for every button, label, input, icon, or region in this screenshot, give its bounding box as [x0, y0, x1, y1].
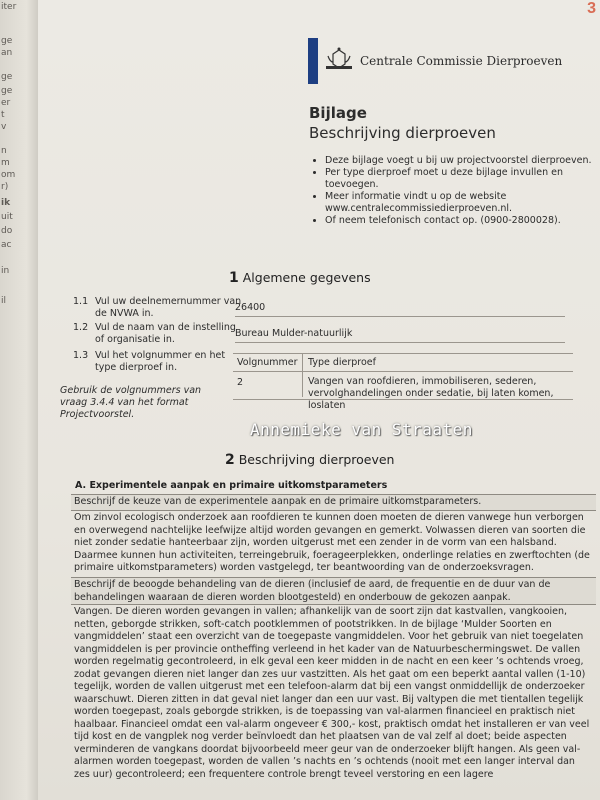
edge-fragment: ge — [1, 36, 13, 46]
edge-fragment: do — [1, 226, 13, 236]
question-1-2 — [73, 322, 248, 352]
intro-bullet: • Deze bijlage voegt u bij uw projectvoorstel dierproeven. — [325, 155, 596, 167]
edge-fragment: om — [1, 170, 16, 180]
section-2-heading — [225, 452, 394, 468]
edge-fragment: r) — [1, 182, 9, 192]
header — [308, 38, 562, 84]
answer-behandeling[interactable]: Vangen. De dieren worden gevangen in vallen; afhankelijk van de soort zijn dat kastvallen, vangkooien, netten, geborgde strikken, soft-catch pootklemmen of pootstrikken. In de bijlage ‘Mulder Soorten en vangmiddelen’ staat een overzicht van de toegepaste vangmiddelen. Voor het gebruik van niet toegelaten vangmiddelen is per provincie ontheffing verleend in het kader van de Natuurbeschermingswet. De vallen worden regelmatig gecontroleerd, in elk geval een keer midden in de nacht en een keer ’s ochtends vroeg, zodat gevangen dieren niet langer dan zes uur vastzitten. Als het gaat om een beperkt aantal vallen (1-10) tegelijk, worden de vallen uitgerust met een telefoon-alarm dat bij een vangst onmiddellijk de onderzoeker waarschuwt. Dieren zitten in dat geval niet langer dan een uur vast. Bij valtypen die met tientallen tegelijk worden toegepast, zoals geborgde strikken, is de toepassing van val-alarmen financieel en praktisch niet haalbaar. Financieel omdat een val-alarm ongeveer € 300,- kost, praktisch omdat het installeren er van veel tijd kost en de vangplek nog verder beïnvloedt dan het plaatsen van de val zelf al doet; beide aspecten verminderen de vangkans doordat bijvoorbeeld meer geur van de onderzoeker blijft hangen. Als geen val-alarmen worden toegepast, worden de vallen ’s nachts en ’s ochtends (nooit met een langer interval dan zes uur) gecontroleerd; een frequentere controle brengt teveel verstoring en een lagere — [71, 604, 596, 800]
question-1-3 — [73, 350, 248, 380]
table-cell-volgnummer[interactable]: 2 — [237, 377, 244, 388]
subsection-a-heading: A. Experimentele aanpak en primaire uitkomstparameters — [75, 480, 388, 491]
prompt-behandeling: Beschrijf de beoogde behandeling van de dieren (inclusief de aard, de frequentie en de duur van de behandelingen waaraan de dieren worden blootgesteld) en onderbouw de gekozen aanpak. — [71, 577, 596, 605]
document-title — [309, 104, 496, 142]
section-number: 1 — [229, 270, 239, 286]
section-number: 2 — [225, 452, 235, 468]
answer-deelnemernummer[interactable]: 26400 — [235, 302, 565, 317]
section-title: Algemene gegevens — [242, 270, 371, 285]
edge-fragment: in — [1, 266, 10, 276]
table-top-border — [233, 353, 573, 354]
edge-fragment: t — [1, 110, 5, 120]
edge-fragment: er — [1, 98, 11, 108]
question-number: 1.1 — [73, 296, 89, 307]
edge-fragment: ge — [1, 72, 13, 82]
edge-fragment: m — [1, 158, 10, 168]
title-main: Bijlage — [309, 104, 367, 122]
previous-page-edge — [0, 0, 39, 800]
section-title: Beschrijving dierproeven — [238, 452, 395, 467]
page-number: 3 — [587, 0, 596, 17]
edge-fragment: n — [1, 146, 7, 156]
answer-organisatie[interactable]: Bureau Mulder-natuurlijk — [235, 328, 565, 343]
edge-fragment: v — [1, 122, 7, 132]
question-number: 1.3 — [73, 350, 89, 361]
question-number: 1.2 — [73, 322, 89, 333]
edge-fragment: uit — [1, 212, 13, 222]
table-bottom-border — [233, 399, 573, 400]
section-1-heading — [229, 270, 371, 286]
document-page — [38, 0, 600, 800]
intro-bullet: • Meer informatie vindt u op de website www.centralecommissiedierproeven.nl. — [325, 191, 596, 215]
title-subtitle: Beschrijving dierproeven — [309, 124, 496, 142]
table-header-border — [233, 371, 573, 372]
table-header-type: Type dierproef — [308, 357, 376, 368]
edge-fragment: ac — [1, 240, 12, 250]
logo-bar — [308, 38, 318, 84]
table-column-divider — [302, 353, 303, 397]
hint-text: Gebruik de volgnummers van vraag 3.4.4 van het format Projectvoorstel. — [60, 385, 202, 420]
table-cell-type[interactable]: Vangen van roofdieren, immobiliseren, sederen, vervolghandelingen onder sedatie, bij laten komen, loslaten — [308, 376, 554, 411]
prompt-experimentele-aanpak: Beschrijf de keuze van de experimentele aanpak en de primaire uitkomstparameters. — [71, 494, 596, 510]
question-text: Vul de naam van de instelling of organisatie in. — [95, 322, 236, 345]
edge-fragment: iter — [1, 2, 17, 12]
organization-name: Centrale Commissie Dierproeven — [360, 54, 563, 68]
intro-bullet: • Of neem telefonisch contact op. (0900-2800028). — [325, 215, 596, 227]
question-text: Vul het volgnummer en het type dierproef in. — [95, 350, 226, 373]
edge-fragment: ik — [1, 198, 11, 208]
edge-fragment: ge — [1, 86, 13, 96]
intro-list — [311, 155, 596, 227]
question-text: Vul uw deelnemernummer van de NVWA in. — [95, 296, 242, 319]
coat-of-arms-icon — [324, 46, 354, 76]
table-header-volgnummer: Volgnummer — [237, 357, 298, 368]
answer-experimentele-aanpak[interactable]: Om zinvol ecologisch onderzoek aan roofdieren te kunnen doen moeten de dieren vanwege hun verborgen en overwegend nachtelijke leefwijze altijd worden gevangen en gemerkt. Volwassen dieren van soorten die niet zonder sedatie hanteerbaar zijn, worden uitgerust met een zender in de vorm van een halsband. Daarmee kunnen hun activiteiten, terreingebruik, foerageerplekken, onderlinge relaties en zwerftochten (de primaire uitkomstparameters) worden vastgelegd, ter beantwoording van de onderzoeksvragen. — [71, 510, 596, 576]
watermark-text: Annemieke van Straaten — [250, 420, 473, 439]
edge-fragment: an — [1, 48, 13, 58]
edge-fragment: il — [1, 296, 7, 306]
intro-bullet: • Per type dierproef moet u deze bijlage invullen en toevoegen. — [325, 167, 596, 191]
